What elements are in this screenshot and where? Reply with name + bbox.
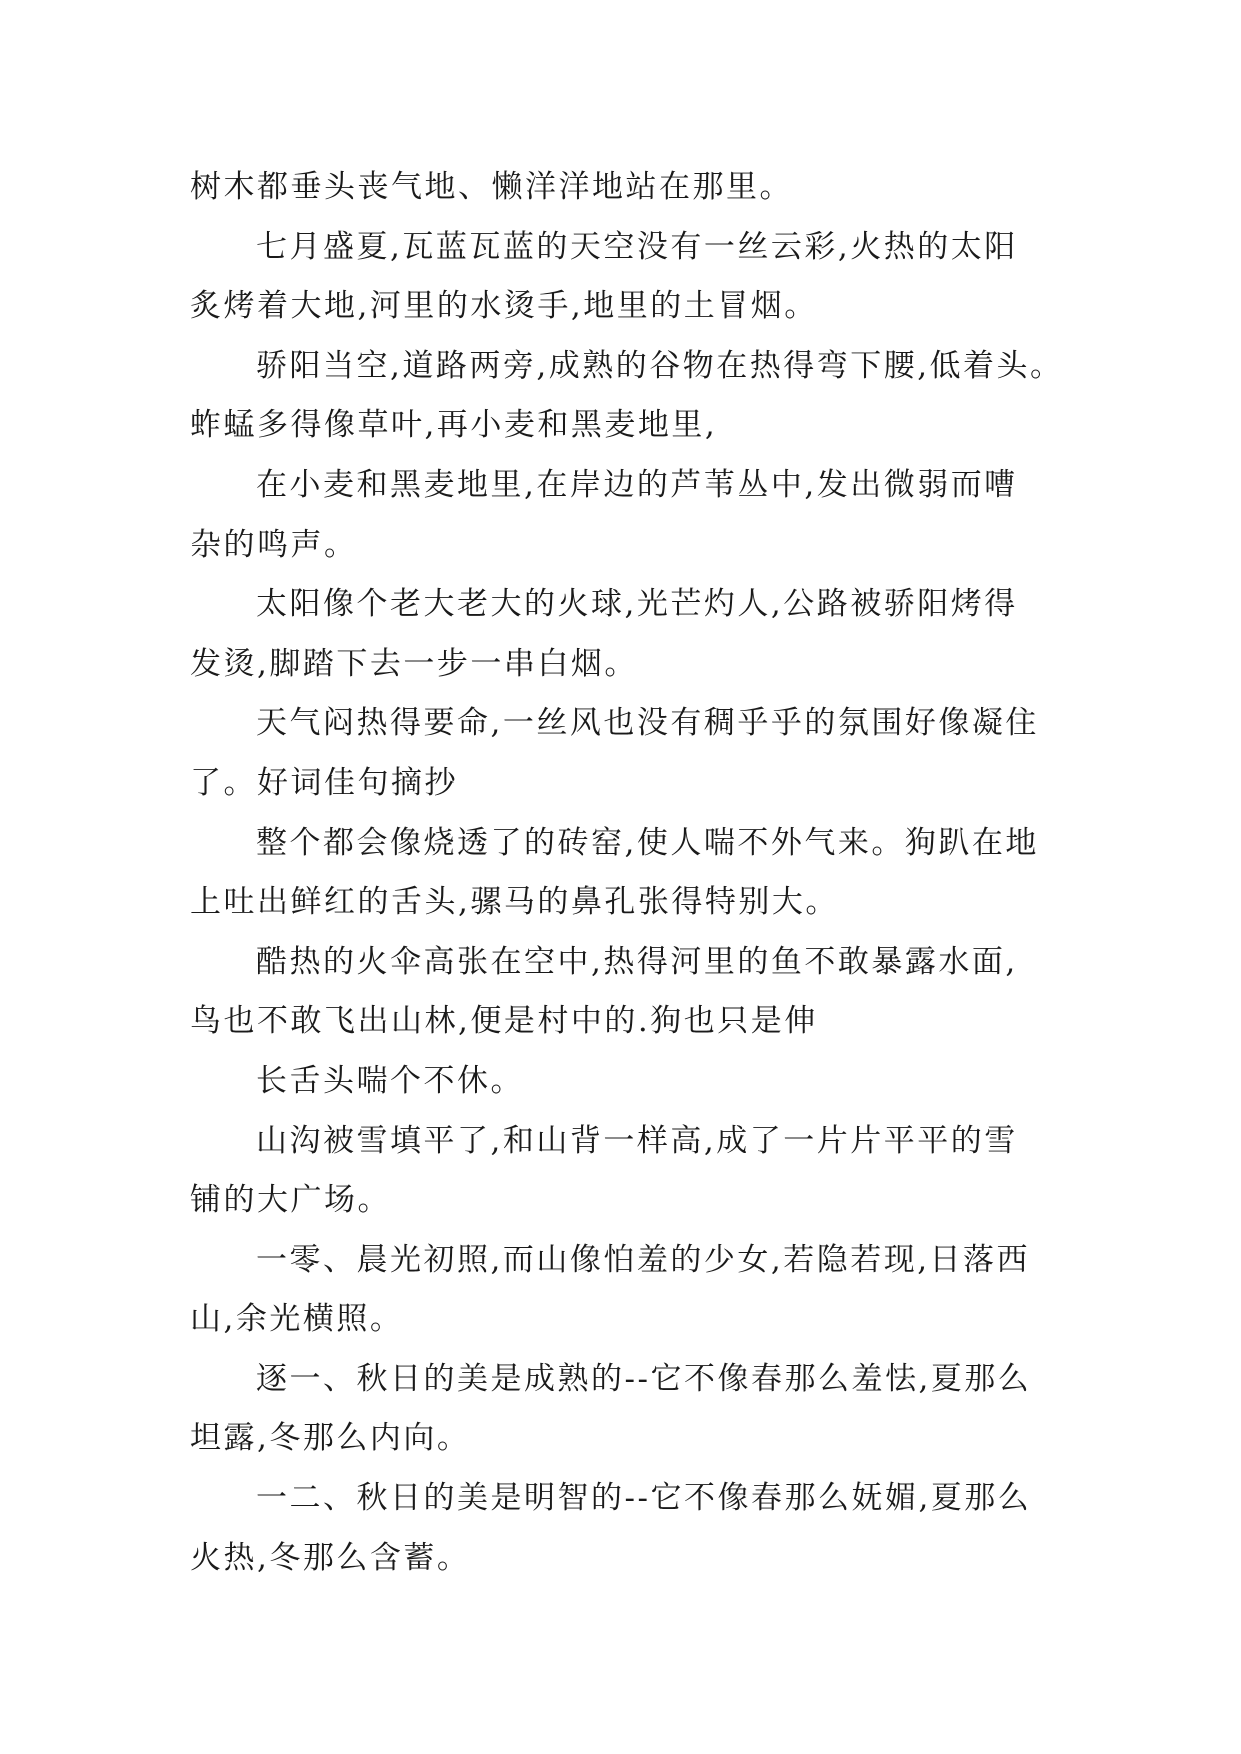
text-line: 七月盛夏,瓦蓝瓦蓝的天空没有一丝云彩,火热的太阳 — [256, 228, 1018, 265]
text-line: 整个都会像烧透了的砖窑,使人喘不外气来。狗趴在地 — [256, 824, 1039, 861]
text-line: 酷热的火伞高张在空中,热得河里的鱼不敢暴露水面, — [256, 943, 1018, 980]
text-line: 杂的鸣声。 — [190, 526, 358, 563]
text-line: 长舌头喘个不休。 — [256, 1062, 524, 1099]
text-line: 在小麦和黑麦地里,在岸边的芦苇丛中,发出微弱而嘈 — [256, 466, 1018, 503]
document-body — [190, 158, 1070, 1588]
text-line: 发烫,脚踏下去一步一串白烟。 — [190, 645, 638, 682]
text-line: 山,余光横照。 — [190, 1301, 404, 1338]
text-line: 铺的大广场。 — [190, 1182, 391, 1219]
text-line: 火热,冬那么含蓄。 — [190, 1539, 471, 1576]
text-line: 太阳像个老大老大的火球,光芒灼人,公路被骄阳烤得 — [256, 586, 1018, 623]
text-line: 树木都垂头丧气地、懒洋洋地站在那里。 — [190, 169, 793, 205]
text-line: 炙烤着大地,河里的水烫手,地里的土冒烟。 — [190, 288, 818, 325]
text-line: 上吐出鲜红的舌头,骡马的鼻孔张得特别大。 — [190, 884, 839, 921]
text-line: 一零、晨光初照,而山像怕羞的少女,若隐若现,日落西 — [256, 1241, 1031, 1278]
text-line: 鸟也不敢飞出山林,便是村中的.狗也只是伸 — [190, 1003, 818, 1040]
text-line: 蚱蜢多得像草叶,再小麦和黑麦地里, — [190, 407, 718, 444]
text-line: 了。好词佳句摘抄 — [190, 764, 458, 801]
text-line: 山沟被雪填平了,和山背一样高,成了一片片平平的雪 — [256, 1122, 1018, 1159]
text-line: 坦露,冬那么内向。 — [190, 1420, 471, 1457]
text-line: 逐一、秋日的美是成熟的--它不像春那么羞怯,夏那么 — [256, 1360, 1032, 1397]
text-line: 一二、秋日的美是明智的--它不像春那么妩媚,夏那么 — [256, 1480, 1032, 1517]
text-line: 天气闷热得要命,一丝风也没有稠乎乎的氛围好像凝住 — [256, 705, 1039, 742]
text-line: 骄阳当空,道路两旁,成熟的谷物在热得弯下腰,低着头。 — [256, 347, 1064, 384]
